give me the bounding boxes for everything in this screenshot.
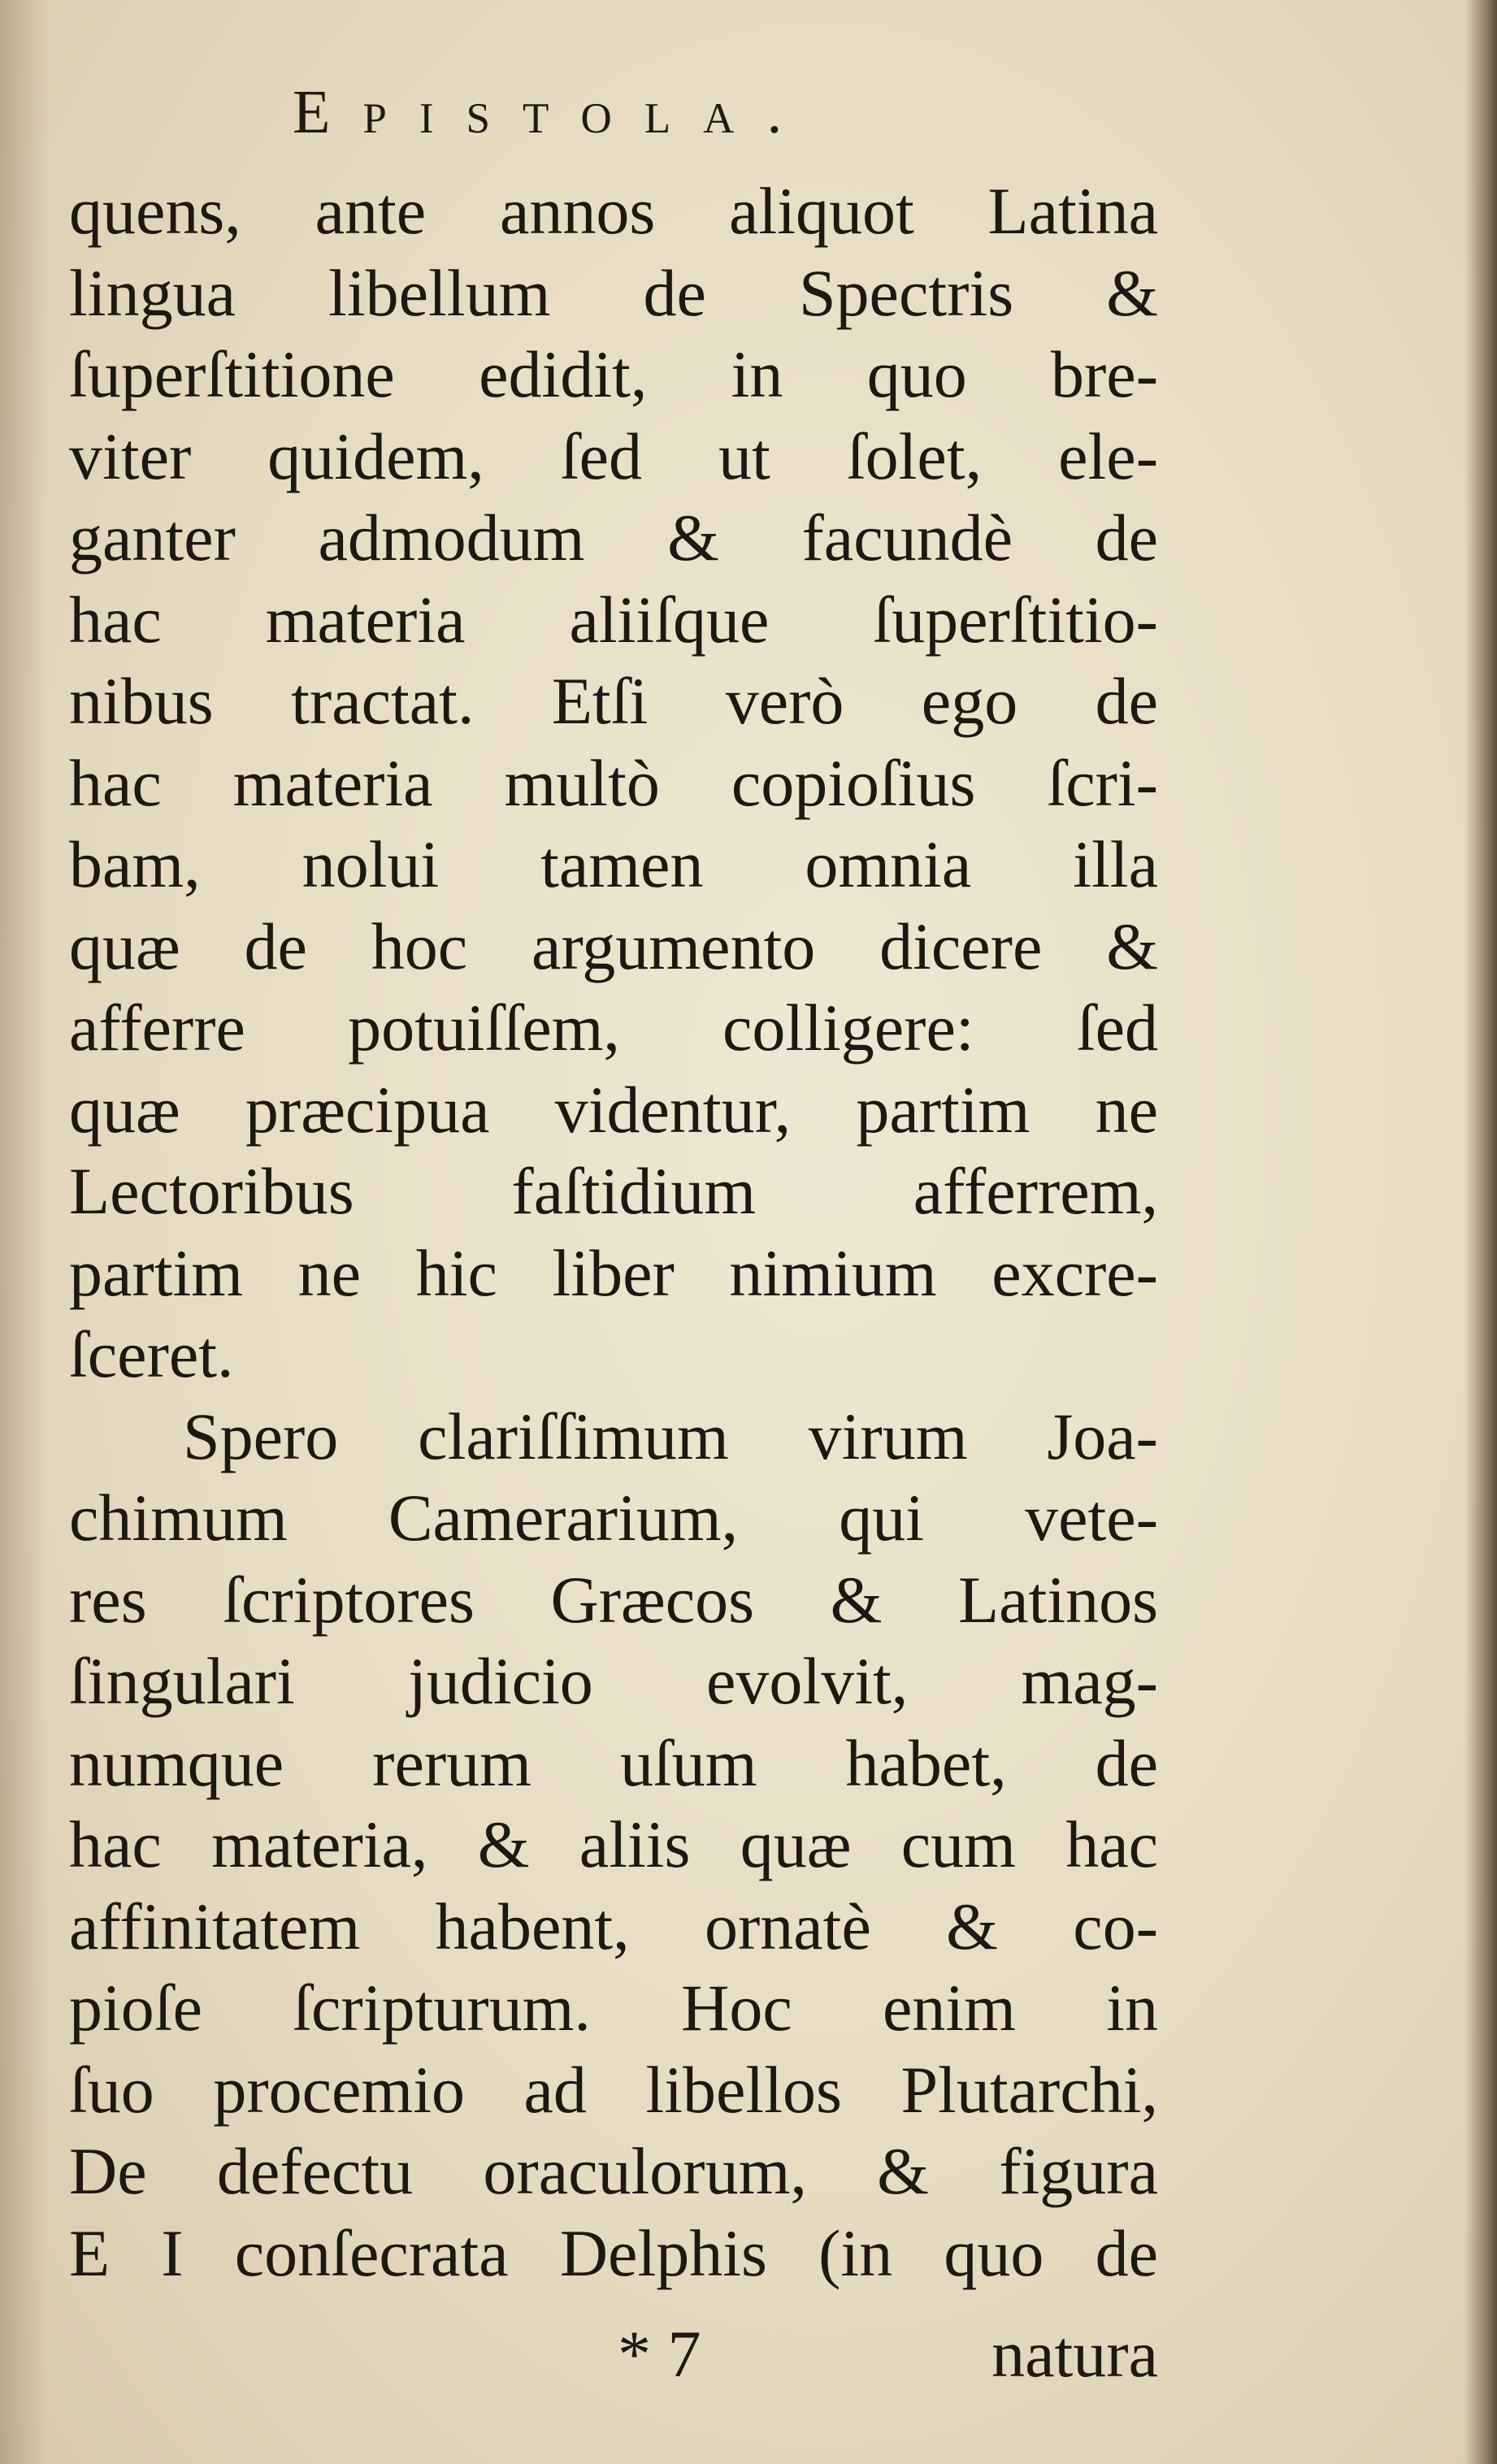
paragraph-start-line: Spero clariſſimum virum Joa- — [183, 1399, 1158, 1473]
catchword: natura — [991, 2317, 1158, 2391]
text-line: nibus tractat. Etſi verò ego de — [69, 664, 1158, 738]
text-line: De defectu oraculorum, & figura — [69, 2134, 1158, 2208]
text-line: ſuo procemio ad libellos Plutarchi, — [69, 2052, 1158, 2127]
text-line: partim ne hic liber nimium excre- — [69, 1235, 1158, 1310]
text-line: hac materia, & aliis quæ cum hac — [69, 1807, 1158, 1881]
text-line: ſingulari judicio evolvit, mag- — [69, 1644, 1158, 1718]
text-line: quens, ante annos aliquot Latina — [69, 174, 1158, 248]
body-text — [69, 171, 1158, 2294]
text-line: ſuperſtitione edidit, in quo bre- — [69, 337, 1158, 411]
text-line: afferre potuiſſem, colligere: ſed — [69, 991, 1158, 1065]
paragraph-end-line: ſceret. — [69, 1317, 234, 1391]
text-line: E I conſecrata Delphis (in quo de — [69, 2215, 1158, 2290]
text-line: hac materia multò copioſius ſcri- — [69, 745, 1158, 820]
text-line: quæ de hoc argumento dicere & — [69, 909, 1158, 983]
text-line: bam, nolui tamen omnia illa — [69, 827, 1158, 901]
running-head: Epistola. — [293, 78, 815, 146]
page-footer — [69, 2316, 1158, 2397]
text-line: res ſcriptores Græcos & Latinos — [69, 1562, 1158, 1637]
text-line: numque rerum uſum habet, de — [69, 1725, 1158, 1800]
text-line: pioſe ſcripturum. Hoc enim in — [69, 1971, 1158, 2045]
text-line: Lectoribus faſtidium afferrem, — [69, 1154, 1158, 1228]
text-line: viter quidem, ſed ut ſolet, ele- — [69, 419, 1158, 493]
text-line: hac materia aliiſque ſuperſtitio- — [69, 582, 1158, 657]
text-line: quæ præcipua videntur, partim ne — [69, 1072, 1158, 1147]
text-line: affinitatem habent, ornatè & co- — [69, 1889, 1158, 1963]
gutter-shadow — [0, 0, 49, 2464]
text-line: lingua libellum de Spectris & — [69, 255, 1158, 330]
text-line: chimum Camerarium, qui vete- — [69, 1481, 1158, 1555]
page-edge — [1464, 0, 1497, 2464]
text-line: ganter admodum & facundè de — [69, 501, 1158, 575]
signature-mark: * 7 — [618, 2317, 701, 2391]
